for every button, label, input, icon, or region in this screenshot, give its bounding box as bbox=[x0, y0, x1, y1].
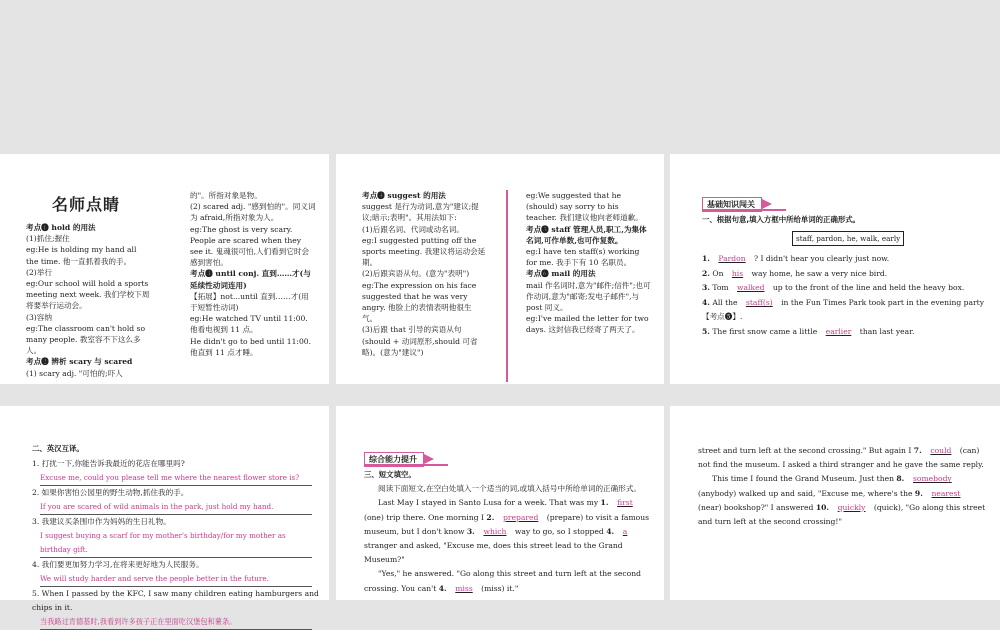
blank-number: 4. bbox=[438, 583, 450, 593]
translation-area bbox=[32, 443, 322, 630]
note-line: 考点❻ mail 的用法 bbox=[526, 269, 596, 279]
page-comprehensive bbox=[336, 406, 664, 600]
page-famous-teacher-notes bbox=[0, 154, 329, 384]
note-line: (1)抓住;握住 bbox=[26, 234, 70, 244]
note-line: 考点❸ until conj. 直到……才(与延续性动词连用) bbox=[190, 269, 311, 290]
passage-text: to visit a famous museum, but I don't know bbox=[364, 512, 650, 536]
passage-text: not find the museum. I asked a third stranger and he gave the same reply. bbox=[698, 460, 984, 470]
answer-blank: walked bbox=[737, 283, 765, 293]
word-box: staff, pardon, he, walk, early bbox=[792, 231, 904, 246]
passage-text: "Yes," he answered. "Go along this street and turn left at the second crossing. You can't bbox=[364, 569, 642, 593]
fill-item bbox=[702, 267, 992, 282]
passage-text: , "Go along this street and turn left at the second crossing!" bbox=[698, 502, 986, 527]
answer-blank: could bbox=[930, 446, 952, 455]
fill-item bbox=[702, 325, 992, 340]
blank-number: 4. bbox=[606, 526, 617, 536]
note-line: eg:The expression on his face suggested that he was very angry. 他脸上的表情表明他很生气。 bbox=[362, 280, 477, 324]
item-text: The first snow came a little bbox=[712, 326, 818, 336]
section-heading: 二、英汉互译。 bbox=[32, 444, 84, 453]
hint-word: (can) bbox=[959, 446, 980, 455]
hint-word: (near) bbox=[698, 502, 722, 512]
note-line: (2) scared adj. "感到怕的"。同义词为 afraid,所指对象为人。 bbox=[190, 202, 316, 223]
blank-number: 3. bbox=[466, 526, 478, 536]
translation-question: 2. 如果你害怕公园里的野生动物,抓住我的手。 bbox=[32, 488, 189, 498]
item-text: Tom bbox=[712, 283, 729, 293]
fill-item bbox=[702, 281, 992, 296]
hint-word: (miss) bbox=[481, 583, 505, 593]
note-line: eg:I have ten staff(s) working for me. 我手下有 10 名职员。 bbox=[526, 247, 640, 268]
passage-text: Last May I stayed in Santo Lusa for a week. That was my bbox=[378, 498, 601, 508]
item-number: 2. bbox=[702, 268, 710, 278]
passage-text: way to go, so I stopped bbox=[512, 526, 607, 536]
hint-word: (one) bbox=[364, 512, 384, 522]
note-line: 考点❺ staff 管理人员,职工,为集体名词,可作单数,也可作复数。 bbox=[526, 224, 647, 245]
page-grammar-points bbox=[336, 154, 664, 384]
note-line: 的"。所指对象是物。 bbox=[190, 191, 262, 200]
notes-left-column bbox=[26, 222, 150, 379]
answer-blank: which bbox=[483, 526, 507, 536]
translation-answer: We will study harder and serve the people better in the future. bbox=[40, 572, 312, 587]
translation-answer: 当我路过肯德基时,我看到许多孩子正在里面吃汉堡包和薯条。 bbox=[40, 615, 312, 630]
grammar-left-column bbox=[362, 190, 486, 358]
item-number: 4. bbox=[702, 297, 710, 307]
passage-paragraph bbox=[364, 496, 650, 567]
note-line: eg:We suggested that he (should) say sorry to his teacher. 我们建议他向老师道歉。 bbox=[526, 191, 643, 223]
fill-in-items bbox=[702, 252, 992, 339]
blank-number: 1. bbox=[600, 498, 612, 508]
note-line: (3)后跟 that 引导的宾语从句(should + 动词原形,should 可省略)。(意为"建议") bbox=[362, 325, 478, 357]
blank-number: 9. bbox=[914, 488, 926, 498]
passage-text: walked up and said, "Excuse me, where's the bbox=[736, 488, 915, 498]
translation-question: 5. When I passed by the KFC, I saw many children eating hamburgers and chips in it. bbox=[32, 589, 319, 613]
translation-items bbox=[32, 457, 322, 630]
note-line: (1) scary adj. "可怕的;吓人 bbox=[26, 368, 123, 378]
translation-question: 1. 打扰一下,你能告诉我最近的花店在哪里吗? bbox=[32, 459, 185, 469]
passage-paragraph bbox=[364, 567, 650, 595]
note-line: 【拓展】not...until 直到……才(用于短暂性动词) bbox=[190, 291, 309, 313]
note-line: eg:The classroom can't hold so many people. 教室容不下这么多人。 bbox=[26, 323, 146, 356]
page-passage-continued bbox=[670, 406, 1000, 600]
translation-question: 3. 我建议买条围巾作为妈妈的生日礼物。 bbox=[32, 517, 171, 527]
item-text: All the bbox=[712, 297, 738, 307]
answer-blank: nearest bbox=[931, 488, 961, 498]
answer-blank: Pardon bbox=[718, 254, 746, 264]
page-translation bbox=[0, 406, 329, 627]
section-heading: 三、短文填空。 bbox=[364, 470, 416, 479]
passage-text: bookshop?" I answered bbox=[721, 502, 816, 512]
note-line: suggest 是行为动词,意为"建议;提议;暗示;表明"。其用法如下: bbox=[362, 202, 479, 223]
answer-blank: somebody bbox=[912, 474, 952, 484]
item-number: 5. bbox=[702, 326, 710, 336]
section-badge: 基础知识闯关 bbox=[702, 192, 762, 212]
page-basic-knowledge bbox=[670, 154, 1000, 384]
note-line: eg:He is holding my hand all the time. 他一直抓着我的手。 bbox=[26, 245, 137, 266]
exercise-area bbox=[702, 214, 992, 339]
grammar-right-column bbox=[526, 190, 652, 336]
note-line: He didn't go to bed until 11:00. 他直到 11 点才睡。 bbox=[190, 336, 312, 357]
note-line: (2)举行 bbox=[26, 267, 52, 277]
instructions: 阅读下面短文,在空白处填入一个适当的词,或填入括号中所给单词的正确形式。 bbox=[378, 484, 642, 494]
passage-text: trip there. One morning I bbox=[383, 512, 487, 522]
passage-paragraph bbox=[698, 444, 986, 472]
answer-blank: first bbox=[617, 498, 633, 508]
hint-word: (prepare) bbox=[546, 512, 584, 522]
passage-text: This time I found the Grand Museum. Just then bbox=[712, 474, 897, 484]
answer-blank: miss bbox=[455, 583, 473, 593]
answer-blank: his bbox=[731, 268, 744, 278]
note-line: eg:He watched TV until 11:00. 他看电视到 11 点。 bbox=[190, 314, 308, 335]
answer-blank: prepared bbox=[502, 512, 539, 522]
badge-underline bbox=[364, 464, 448, 466]
word-box-row bbox=[792, 231, 992, 246]
fill-item bbox=[702, 296, 992, 325]
item-text: way home, he saw a very nice bird. bbox=[751, 268, 888, 278]
item-text: On bbox=[712, 268, 724, 278]
translation-answer: Excuse me, could you please tell me where the nearest flower store is? bbox=[40, 471, 312, 486]
page-title: 名师点睛 bbox=[52, 195, 121, 214]
section-badge: 综合能力提升 bbox=[364, 447, 424, 467]
fill-item bbox=[702, 252, 992, 267]
note-line: 考点❹ suggest 的用法 bbox=[362, 191, 446, 200]
blank-number: 2. bbox=[486, 512, 497, 522]
note-line: (3)容纳 bbox=[26, 312, 52, 322]
note-line: eg:Our school will hold a sports meeting next week. 我们学校下周将要举行运动会。 bbox=[26, 279, 150, 311]
note-line: (1)后跟名词、代词或动名词。 bbox=[362, 224, 464, 234]
hint-word: (quick) bbox=[873, 502, 901, 512]
hint-word: (anybody) bbox=[698, 488, 737, 498]
passage-text: it." bbox=[504, 583, 519, 593]
note-line: 考点❷ 辨析 scary 与 scared bbox=[26, 357, 133, 367]
cloze-continued bbox=[698, 444, 986, 529]
passage-text: stranger and asked, "Excuse me, does this street lead to the Grand Museum?" bbox=[364, 541, 623, 565]
item-text: in the Fun Times Park took part in the evening party【考点❺】. bbox=[702, 297, 984, 322]
note-line: eg:I've mailed the letter for two days. 这封信我已经寄了两天了。 bbox=[526, 314, 649, 335]
cloze-area bbox=[364, 468, 650, 596]
notes-right-column bbox=[190, 190, 316, 358]
note-line: eg:The ghost is very scary. People are scared when they see it. 鬼魂很可怕,人们看到它时会感到害怕。 bbox=[190, 224, 310, 268]
answer-blank: quickly bbox=[837, 502, 866, 512]
item-text: than last year. bbox=[859, 326, 915, 336]
blank-number: 10. bbox=[815, 502, 832, 512]
note-line: eg:I suggested putting off the sports meeting. 我建议将运动会延期。 bbox=[362, 235, 486, 268]
note-line: 考点❶ hold 的用法 bbox=[26, 223, 96, 232]
answer-blank: earlier bbox=[825, 326, 852, 336]
answer-blank: staff(s) bbox=[745, 297, 773, 307]
badge-underline bbox=[702, 209, 786, 211]
passage-text: street and turn left at the second crossing." But again I bbox=[698, 446, 914, 455]
passage-paragraph bbox=[698, 472, 986, 529]
translation-answer: If you are scared of wild animals in the park, just hold my hand. bbox=[40, 500, 312, 515]
section-heading: 一、根据句意,填入方框中所给单词的正确形式。 bbox=[702, 215, 861, 224]
translation-question: 4. 我们要更加努力学习,在将来更好地为人民服务。 bbox=[32, 560, 204, 570]
blank-number: 8. bbox=[896, 474, 907, 484]
item-text: up to the front of the line and held the heavy box. bbox=[772, 283, 965, 293]
divider bbox=[506, 190, 508, 382]
answer-blank: a bbox=[622, 526, 628, 536]
item-text: ? I didn't hear you clearly just now. bbox=[754, 254, 890, 264]
translation-answer: I suggest buying a scarf for my mother's birthday/for my mother as birthday gift. bbox=[40, 529, 312, 558]
item-number: 3. bbox=[702, 283, 710, 293]
blank-number: 7. bbox=[913, 446, 925, 455]
item-number: 1. bbox=[702, 254, 710, 264]
note-line: (2)后跟宾语从句。(意为"表明") bbox=[362, 269, 470, 279]
note-line: mail 作名词时,意为"邮件;信件";也可作动词,意为"邮寄;发电子邮件",与 post 同义。 bbox=[526, 280, 651, 313]
